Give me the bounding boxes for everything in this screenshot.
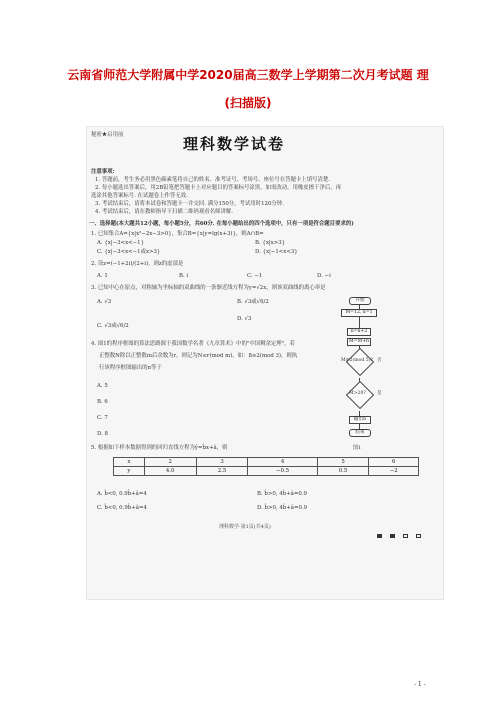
mark-icon	[377, 534, 382, 538]
table-cell: −2	[369, 467, 419, 476]
flow-start: 开始	[349, 297, 371, 305]
data-table	[113, 457, 419, 476]
q5-option-c: C. b̂<0, 0.9b̂+â=4	[97, 505, 147, 511]
q3-stem: 3. 已知中心在原点，对称轴为坐标轴的双曲线的一条渐近线方程为y=√2x，则该双曲线的离心率是	[91, 285, 326, 291]
notice-title: 注意事项:	[91, 169, 115, 175]
flow-no-label: 否	[377, 358, 382, 363]
notice-3: 3. 考试结束后，请将本试卷和答题卡一并交回. 满分150分，考试用时120分钟.	[95, 201, 284, 207]
flow-arrow	[359, 316, 360, 328]
flow-step1: n=n+2	[347, 328, 371, 336]
q4-option-b: B. 6	[97, 399, 108, 405]
table-cell: 5	[317, 458, 369, 467]
flow-step2: M=M+n	[348, 339, 370, 344]
table-cell: 2	[144, 458, 196, 467]
exam-page-footer: 理科数学·第1页(共4页)	[219, 524, 271, 530]
mark-icon	[390, 534, 395, 538]
table-cell: 6	[369, 458, 419, 467]
q5-option-b: B. b̂>0, 4b̂+â=0.9	[257, 491, 307, 497]
flow-output: 输出n	[349, 416, 371, 424]
notice-2: 2. 每小题选出答案后，用2B铅笔把答题卡上对应题目的答案标号涂黑，如需改动，用橡皮擦干净后，再	[95, 185, 342, 191]
q1-option-a: A. {x|−3<x<−1}	[97, 240, 145, 246]
table-cell: x	[114, 458, 145, 467]
q2-option-d: D. −i	[317, 273, 331, 279]
q3-option-a: A. √3	[97, 299, 112, 305]
mark-icon	[403, 534, 408, 538]
table-cell: 3	[196, 458, 248, 467]
flow-end: 结束	[349, 429, 371, 437]
q2-option-c: C. −1	[247, 273, 263, 279]
q3-option-c: C. √3或√6/2	[97, 323, 129, 329]
table-row	[114, 458, 419, 467]
flow-cond1: M≡2(mod 5)?	[341, 358, 373, 363]
q1-option-b: B. {x|x>3}	[255, 240, 286, 246]
q1-option-c: C. {x|−3<x<−1或x>3}	[97, 249, 161, 255]
q4-option-c: C. 7	[97, 415, 108, 421]
figure-caption: 图1	[353, 445, 362, 451]
flow-cond2: M>20?	[349, 391, 366, 396]
notice-2-cont: 选涂其他答案标号. 在试题卷上作答无效.	[91, 193, 188, 199]
table-cell: 4.0	[144, 467, 196, 476]
table-cell: y	[114, 467, 145, 476]
scanned-exam-page	[86, 126, 444, 600]
q4-option-a: A. 5	[97, 383, 108, 389]
exam-title: 理科数学试卷	[183, 135, 286, 153]
mark-icon	[416, 534, 421, 538]
q5-option-a: A. b̂<0, 0.9b̂+â=4	[97, 491, 147, 497]
table-row	[114, 467, 419, 476]
q4-option-d: D. 8	[97, 431, 108, 437]
table-cell: 2.5	[196, 467, 248, 476]
q1-stem: 1. 已知集合A={x|x²−2x−3>0}，集合B={x|y=lg(x+3)}，则A∩B=	[91, 231, 264, 237]
q2-option-b: B. i	[179, 273, 189, 279]
flow-yes-label: 是	[377, 391, 382, 396]
secret-label: 秘密★启用前	[91, 132, 124, 138]
q1-option-d: D. {x|−1<x<3}	[255, 249, 298, 255]
q4-stem-2: 正整数N除以正整数m后余数为r，则记为N≡r(mod m)，如：8≡2(mod 3)，则执	[99, 353, 298, 359]
q4-stem-1: 4. 图1的程序框图的算法思路源于我国数学名著《九章算术》中的"中国剩余定理"，若	[91, 341, 295, 347]
table-cell: −0.5	[248, 467, 317, 476]
notice-1: 1. 答题前，考生务必用黑色碳素笔将自己的姓名、准考证号、考场号、座位号在答题卡上填写清楚.	[95, 177, 330, 183]
q5-stem: 5. 根据如下样本数据得到的回归直线方程为ŷ=b̂x+â，则	[91, 445, 228, 451]
table-cell: 4	[248, 458, 317, 467]
q2-option-a: A. 1	[97, 273, 108, 279]
document-subtitle: (扫描版)	[224, 96, 272, 110]
q2-stem: 2. 设z=(−1+2i)/(2+i)，则z的虚部是	[91, 261, 184, 267]
scan-marks	[377, 523, 424, 542]
document-title: 云南省师范大学附属中学2020届高三数学上学期第二次月考试题 理	[67, 68, 429, 82]
q5-option-d: D. b̂>0, 4b̂+â=0.9	[257, 505, 308, 511]
q4-stem-3: 行该程序框图输出的n等于	[99, 365, 162, 371]
section-heading: 一、选择题(本大题共12小题，每小题5分，共60分. 在每小题给出的四个选项中，只有一项是符合题目要求的)	[89, 221, 354, 227]
q3-option-b: B. √3或√6/2	[237, 299, 269, 305]
q3-option-d: D. √3	[237, 316, 252, 322]
table-cell: 0.5	[317, 467, 369, 476]
page-number: - 1 -	[414, 681, 426, 688]
flow-init: M=12, n=1	[341, 309, 377, 317]
notice-4: 4. 考试结束后，请在教师指导下扫描二维码观看名师讲解.	[95, 209, 233, 215]
